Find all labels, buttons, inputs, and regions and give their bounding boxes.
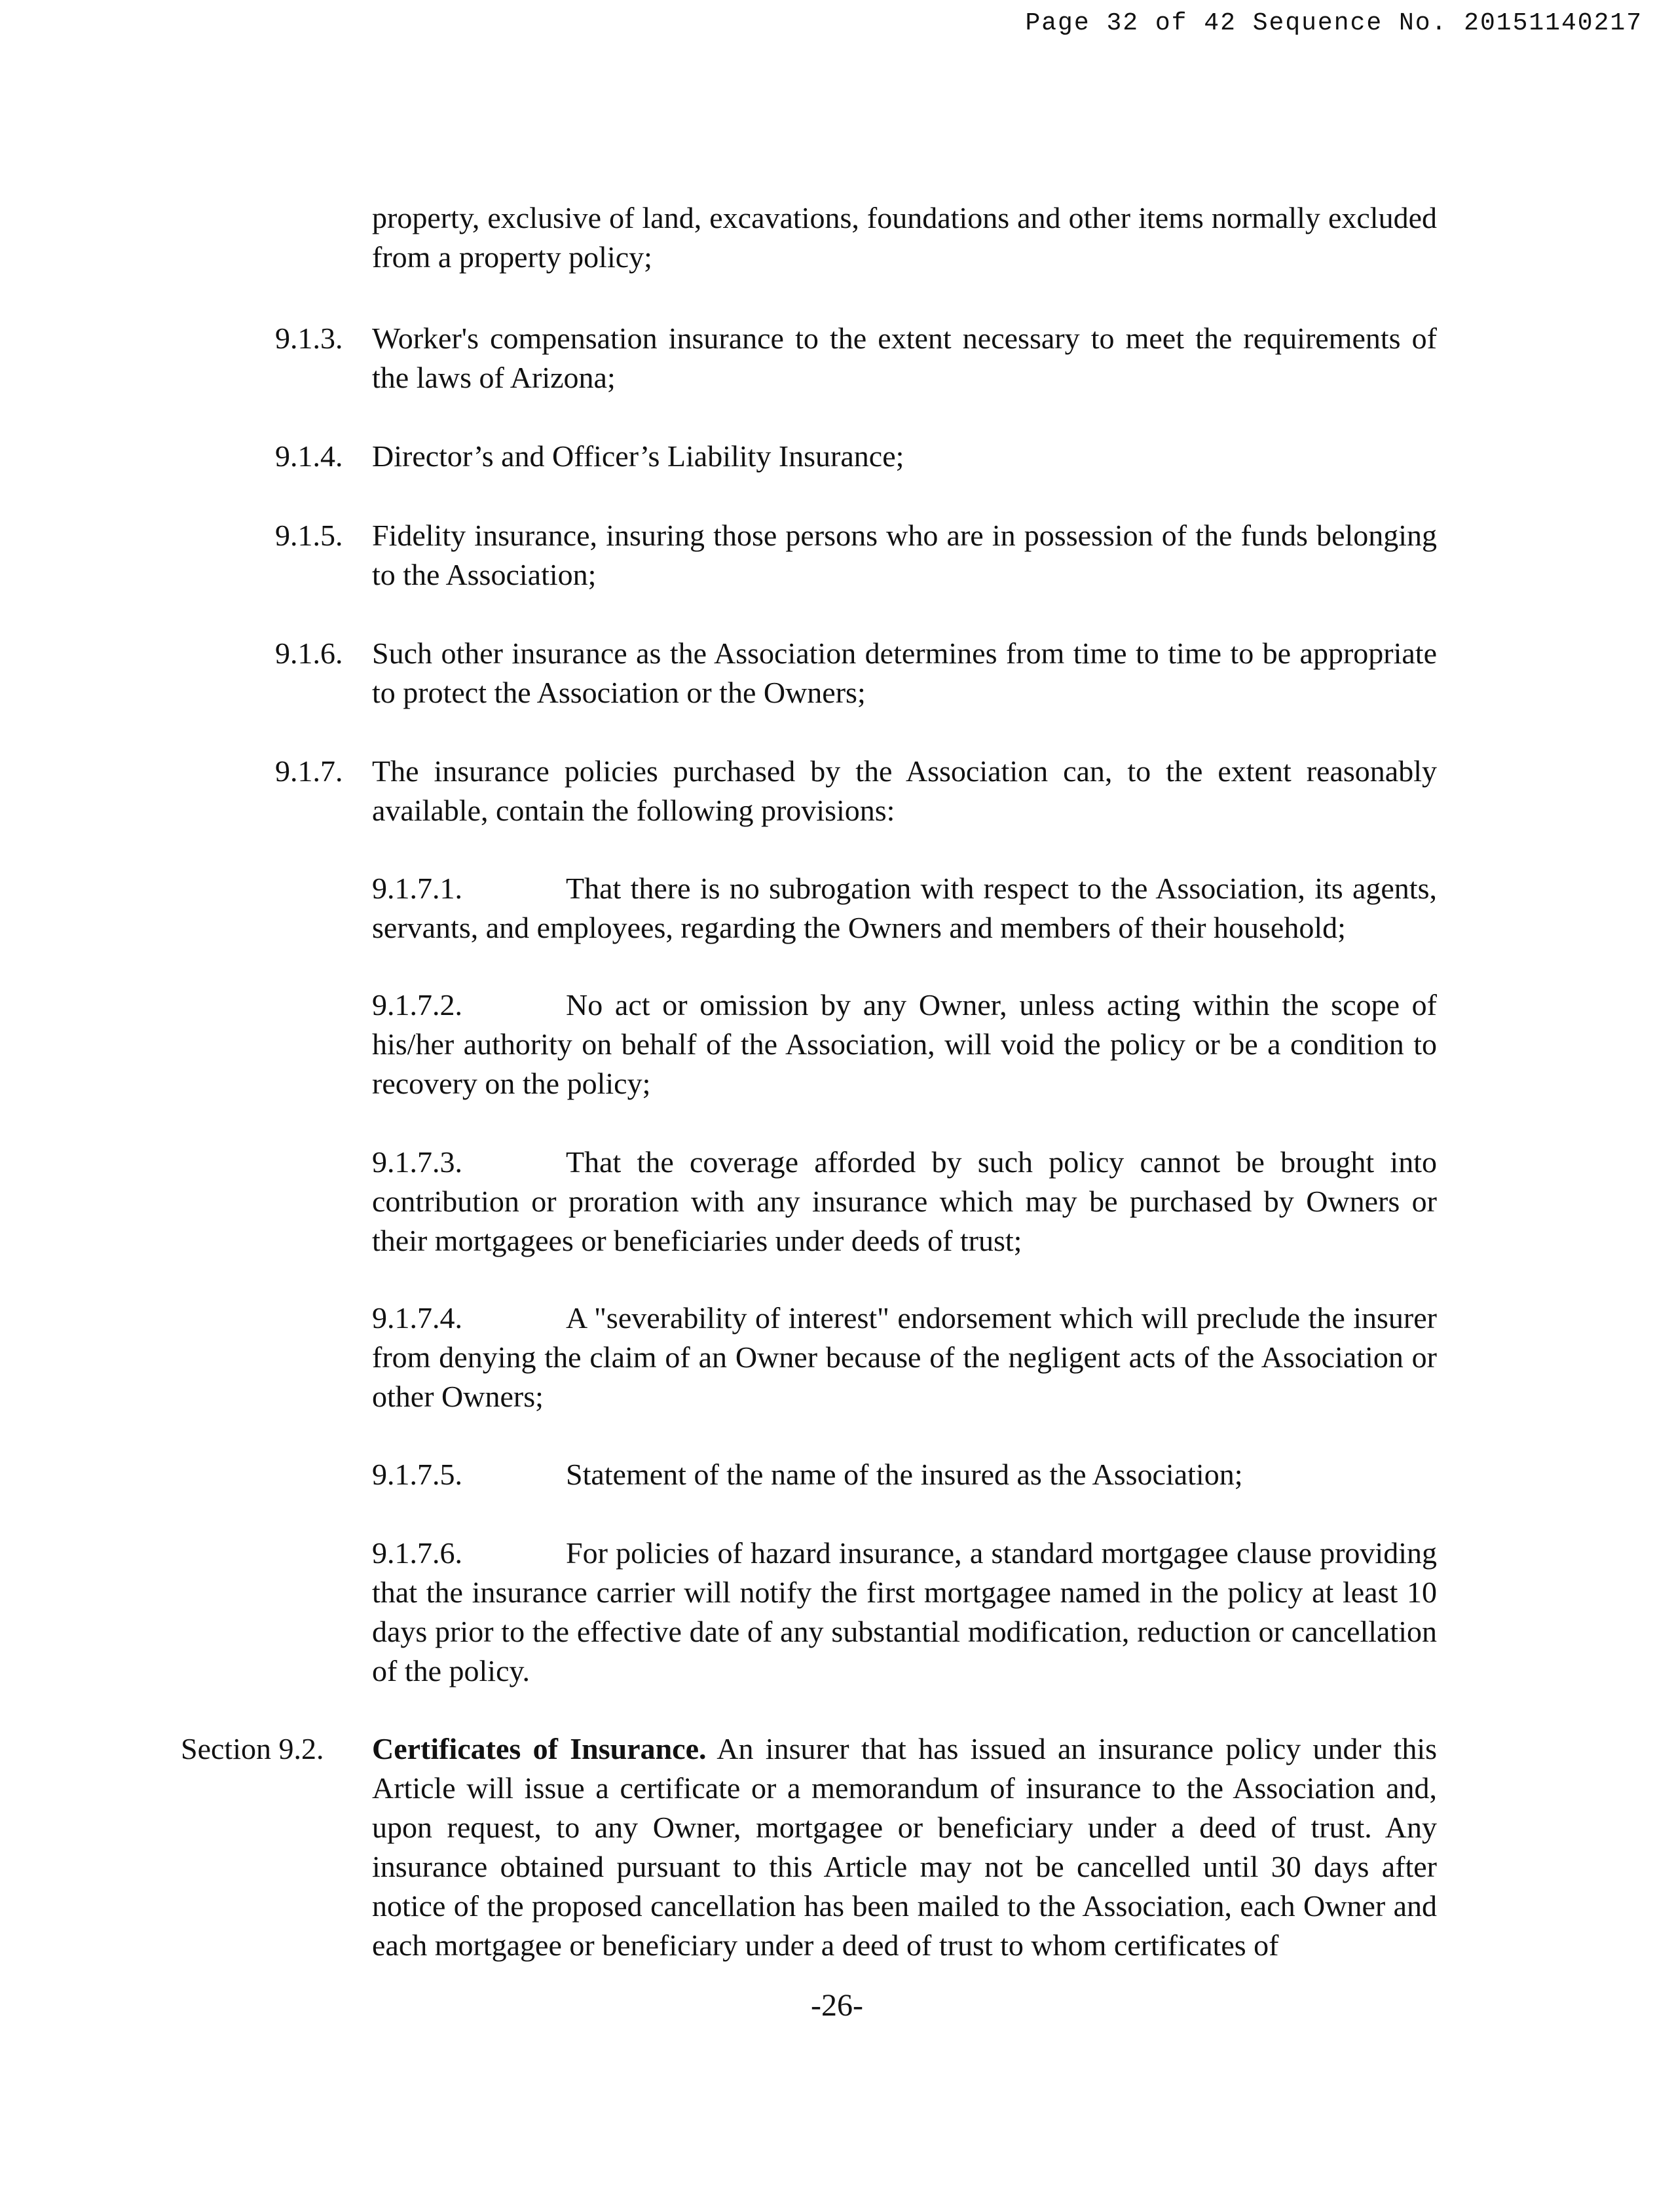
subitem-text: No act or omission by any Owner, unless acting within the scope of his/her authority on behalf of the Association, will void the policy or be a condition to recovery on the policy; bbox=[372, 988, 1437, 1100]
subitem-paragraph bbox=[372, 1455, 1437, 1494]
subitem-text: Statement of the name of the insured as the Association; bbox=[566, 1458, 1243, 1491]
item-number: 9.1.3. bbox=[275, 322, 343, 355]
subitem-paragraph bbox=[372, 986, 1437, 1103]
section-text: An insurer that has issued an insurance policy under this Article will issue a certificate or a memorandum of insurance to the Association and, upon request, to any Owner, mortgagee or beneficiary under a deed of trust. Any insurance obtained pursuant to this Article may not be cancelled until 30 days after notice of the proposed cancellation has been mailed to the Association, each Owner and each mortgagee or beneficiary under a deed of trust to whom certificates of bbox=[372, 1732, 1437, 1962]
section-paragraph bbox=[372, 1729, 1437, 1965]
item-text: Such other insurance as the Association determines from time to time to be appropriate to protect the Association or the Owners; bbox=[372, 636, 1437, 709]
subitem-number: 9.1.7.6. bbox=[372, 1536, 462, 1570]
subitem-number: 9.1.7.3. bbox=[372, 1145, 462, 1179]
item-text: Director’s and Officer’s Liability Insurance; bbox=[372, 439, 904, 473]
item-text: Fidelity insurance, insuring those persons who are in possession of the funds belonging to the Association; bbox=[372, 519, 1437, 591]
subitem-paragraph bbox=[372, 1534, 1437, 1691]
section-title: Certificates of Insurance. bbox=[372, 1732, 707, 1765]
subitem-number: 9.1.7.4. bbox=[372, 1301, 462, 1335]
item-text: Worker's compensation insurance to the extent necessary to meet the requirements of the laws of Arizona; bbox=[372, 322, 1437, 394]
item-text: The insurance policies purchased by the Association can, to the extent reasonably available, contain the following provisions: bbox=[372, 754, 1437, 827]
subitem-paragraph bbox=[372, 869, 1437, 948]
subitem-number: 9.1.7.1. bbox=[372, 872, 462, 905]
subitem-number: 9.1.7.2. bbox=[372, 988, 462, 1022]
item-number: 9.1.7. bbox=[275, 754, 343, 788]
item-number: 9.1.6. bbox=[275, 636, 343, 670]
item-number: 9.1.5. bbox=[275, 519, 343, 552]
item-number: 9.1.4. bbox=[275, 439, 343, 473]
subitem-text: That the coverage afforded by such policy cannot be brought into contribution or proration with any insurance which may be purchased by Owners or their mortgagees or beneficiaries under deeds of trust; bbox=[372, 1145, 1437, 1257]
subitem-paragraph bbox=[372, 1143, 1437, 1261]
subitem-paragraph bbox=[372, 1299, 1437, 1416]
section-label: Section 9.2. bbox=[181, 1732, 324, 1765]
subitem-text: A "severability of interest" endorsement which will preclude the insurer from denying the claim of an Owner because of the negligent acts of the Association or other Owners; bbox=[372, 1301, 1437, 1413]
page-number: -26- bbox=[811, 1988, 863, 2023]
page-header: Page 32 of 42 Sequence No. 20151140217 bbox=[1025, 9, 1643, 37]
subitem-text: That there is no subrogation with respect to the Association, its agents, servants, and employees, regarding the Owners and members of their household; bbox=[372, 872, 1437, 944]
continuation-paragraph: property, exclusive of land, excavations, foundations and other items normally excluded from a property policy; bbox=[372, 201, 1437, 274]
subitem-number: 9.1.7.5. bbox=[372, 1458, 462, 1491]
subitem-text: For policies of hazard insurance, a standard mortgagee clause providing that the insurance carrier will notify the first mortgagee named in the policy at least 10 days prior to the effective date of any substantial modification, reduction or cancellation of the policy. bbox=[372, 1536, 1437, 1687]
